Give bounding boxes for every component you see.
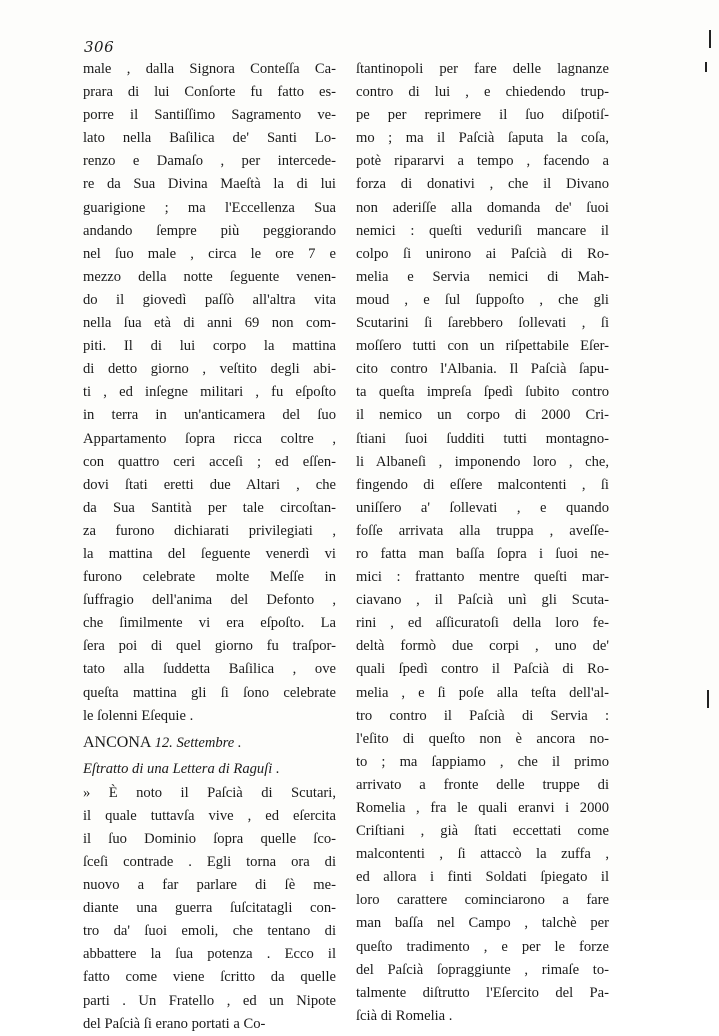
left-column [83, 58, 336, 1036]
dateline-place: ANCONA [83, 733, 151, 751]
text-line: il ſuo Dominio ſopra quelle ſco- [83, 830, 336, 847]
text-line: ſera poi di quel giorno fu traſpor- [83, 638, 336, 655]
text-line: ti , ed inſegne militari , fu eſpoſto [83, 384, 336, 401]
text-line: il quale tuttavſa vive , ed eſercita [83, 807, 336, 824]
page-number: 306 [84, 38, 115, 56]
text-line: nella ſua età di anni 69 non com- [83, 315, 336, 332]
text-line: ed allora i finti Soldati ſpiegato il [356, 869, 609, 886]
text-line: nel ſuo male , circa le ore 7 e [83, 245, 336, 262]
text-line: potè ripararvi a tempo , facendo a [356, 153, 609, 170]
letter-subheading: Eſtratto di una Lettera di Raguſi . [83, 760, 280, 777]
text-line: rini , ed aſſicuratoſi della loro fe- [356, 615, 609, 632]
text-line: malcontenti , ſi attaccò la zuffa , [356, 846, 609, 863]
text-line: li Albaneſi , imponendo loro , che, [356, 453, 609, 470]
text-line: piti. Il di lui corpo la mattina [83, 338, 336, 355]
text-line: da Sua Santità per tale circoſtan- [83, 499, 336, 516]
text-line: melia , e ſi poſe alla teſta dell'al- [356, 684, 609, 701]
text-line: do il giovedì paſſò all'altra vita [83, 291, 336, 308]
text-line: arrivato a fronte delle truppe di [356, 776, 609, 793]
text-line: del Paſcià ſopraggiunte , rimaſe to- [356, 961, 609, 978]
text-line: il nemico un corpo di 2000 Cri- [356, 407, 609, 424]
text-line: melia e Servia nemici di Mah- [356, 268, 609, 285]
text-line: man baſſa nel Campo , talchè per [356, 915, 609, 932]
text-line: in terra in un'anticamera del ſuo [83, 407, 336, 424]
text-line: deltà formò due corpi , uno de' [356, 638, 609, 655]
text-line: porre il Santiſſimo Sagramento ve- [83, 107, 336, 124]
text-line: queſta mattina gli ſi ſono celebrate [83, 684, 336, 701]
text-line: tato alla ſuddetta Baſilica , ove [83, 661, 336, 678]
text-line: mo ; ma il Paſcià ſaputa la coſa, [356, 130, 609, 147]
text-line: loro carattere cominciarono a fare [356, 892, 609, 909]
left-column-paragraph [83, 58, 336, 728]
text-line: che ſimilmente vi era eſpoſto. La [83, 615, 336, 632]
text-line: del Paſcià ſi erano portati a Co- [83, 1015, 266, 1032]
text-line: lato nella Baſilica de' Santi Lo- [83, 130, 336, 147]
text-line: ſuffragio dell'anima del Defonto , [83, 592, 336, 609]
text-line: moud , e ſul ſuppoſto , che gli [356, 291, 609, 308]
margin-mark [705, 62, 707, 72]
text-line: queſto tradimento , e per le forze [356, 938, 609, 955]
text-line: talmente diſtrutto l'Eſercito del Pa- [356, 984, 609, 1001]
text-line: prara di lui Conſorte fu fatto es- [83, 84, 336, 101]
text-line: » È noto il Paſcià di Scutari, [83, 784, 336, 801]
text-line: andando ſempre più peggiorando [83, 222, 336, 239]
text-line: ſcià di Romelia . [356, 1007, 453, 1024]
text-line: Romelia , fra le quali eranvi i 2000 [356, 800, 609, 816]
text-line: fingendo di eſſere malcontenti , ſi [356, 476, 609, 493]
text-line: fatto come viene ſcritto da quelle [83, 969, 336, 986]
text-line: nemici : queſti veduriſi mancare il [356, 222, 609, 239]
text-line: ro fatta man baſſa ſopra i ſuoi ne- [356, 545, 609, 562]
text-line: abbattere la ſua potenza . Ecco il [83, 946, 336, 963]
text-line: ſtantinopoli per fare delle lagnanze [356, 61, 609, 77]
text-line: guarigione ; ma l'Eccellenza Sua [83, 199, 336, 216]
text-line: parti . Un Fratello , ed un Nipote [83, 992, 336, 1009]
right-column [356, 58, 609, 1028]
text-line: cito contro l'Albania. Il Paſcià ſapu- [356, 361, 609, 378]
text-line: ta queſta impreſa ſpedì ſubito contro [356, 384, 609, 401]
text-line: ciavano , il Paſcià unì gli Scuta- [356, 592, 609, 609]
text-line: diante una guerra ſuſcitatagli con- [83, 900, 336, 917]
text-line: male , dalla Signora Conteſſa Ca- [83, 61, 336, 77]
text-line: ſceſi contrade . Egli torna ora di [83, 854, 336, 870]
right-column-letter [356, 58, 609, 1028]
text-line: di detto giorno , veſtito degli abi- [83, 361, 336, 378]
text-line: non aderiſſe alla domanda de' ſuoi [356, 199, 609, 216]
text-line: dovi ſtati eretti due Altari , che [83, 476, 336, 493]
dateline-date: 12. Settembre . [154, 734, 242, 751]
text-line: forza di donativi , che il Divano [356, 176, 609, 193]
text-line: Criſtiani , già ſtati eccettati come [356, 823, 609, 840]
text-line: quali ſpedì contro il Paſcià di Ro- [356, 661, 609, 678]
text-line: tro da' ſuoi emoli, che tentano di [83, 923, 336, 940]
text-line: pe per reprimere il ſuo diſpotiſ- [356, 107, 609, 124]
text-line: foſſe arrivata alla truppa , aveſſe- [356, 522, 609, 539]
text-line: uniſſero a' ſollevati , e quando [356, 499, 609, 516]
text-line: mici : frattanto mentre queſti mar- [356, 569, 609, 586]
text-line: furono celebrate molte Meſſe in [83, 569, 336, 586]
text-line: nuovo a far parlare di ſè me- [83, 877, 336, 894]
text-line: Scutarini ſi ſarebbero ſollevati , ſi [356, 315, 609, 332]
margin-mark [707, 690, 709, 708]
text-line: ſtiani ſuoi ſudditi tutti montagno- [356, 430, 609, 447]
text-line: moſſero tutti con un riſpettabile Eſer- [356, 338, 609, 355]
text-line: la mattina del ſeguente venerdì vi [83, 545, 336, 562]
dateline [83, 730, 336, 756]
text-line: to ; ma ſappiamo , che il primo [356, 753, 609, 770]
text-line: le ſolenni Eſequie . [83, 707, 194, 724]
text-line: renzo e Damaſo , per intercede- [83, 153, 336, 170]
text-line: re da Sua Divina Maeſtà la di lui [83, 176, 336, 193]
text-line: colpo ſi unirono ai Paſcià di Ro- [356, 245, 609, 262]
text-line: Appartamento ſopra ricca coltre , [83, 430, 336, 447]
left-column-letter [83, 782, 336, 1036]
text-line: tro contro il Paſcià di Servia : [356, 707, 609, 724]
text-line: mezzo della notte ſeguente venen- [83, 268, 336, 285]
text-line: con quattro ceri acceſi ; ed eſſen- [83, 453, 336, 470]
text-line: contro di lui , e chiedendo trup- [356, 84, 609, 101]
text-line: za furono dichiarati privilegiati , [83, 522, 336, 539]
margin-mark [709, 30, 711, 48]
text-line: l'eſito di queſto non è ancora no- [356, 730, 609, 747]
